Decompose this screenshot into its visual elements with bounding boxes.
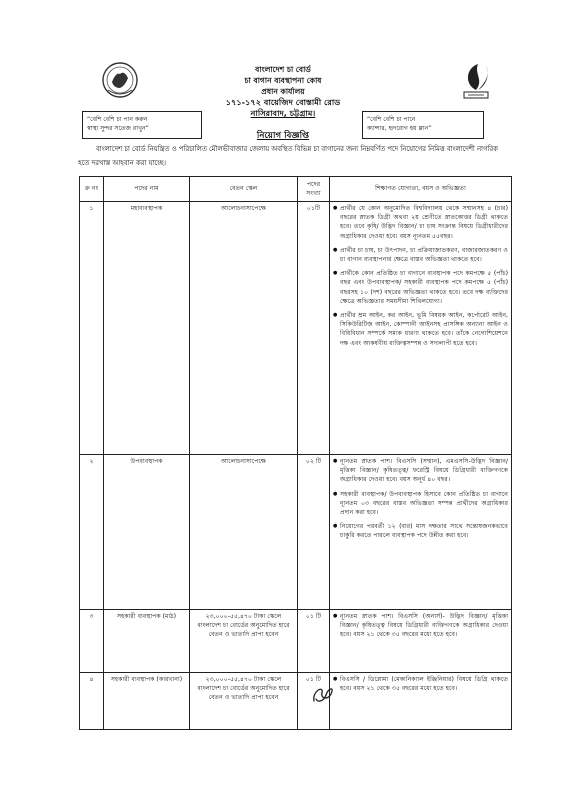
cell-qualification bbox=[330, 455, 512, 610]
slogan-right-line2: ক্যান্সার, হৃদরোগ হয় ম্লান” bbox=[367, 125, 432, 132]
cell-scale: আলোচনাসাপেক্ষে bbox=[190, 202, 298, 455]
qualification-item: ● প্রার্থীর যে কোন অনুমোদিত বিশ্ববিদ্যালয় থেকে সম্মানসহ ৪ (চার) বছরের স্নাতক ডিগ্রী অথবা ২য় শ্রেণীতে স্নাতকোত্তর ডিগ্রী থাকতে হবে। তবে কৃষি/ উদ্ভিদ বিজ্ঞান/ চা চাষ সংক্রান্ত বিষয়ে ডিগ্রীধারীদের অগ্রাধিকার দেওয়া হবে। বয়স ন্যূনতম ৫৫বছর। bbox=[333, 204, 508, 241]
cell-qualification bbox=[330, 673, 512, 730]
notice-title: নিয়োগ বিজ্ঞপ্তি bbox=[256, 131, 310, 141]
table-row bbox=[80, 455, 512, 610]
qualification-item: ● প্রার্থীকে কোন প্রতিষ্ঠিত চা বাগানে ব্যবস্থাপক পদে কমপক্ষে ৫ (পাঁচ) বছর এবং উপব্যবস্থাপক/ সহকারী ব্যবস্থাপক পদে কমপক্ষে ৫ (পাঁচ) বছরসহ ১০ (দশ) বছরের অভিজ্ঞতা থাকতে হবে। তবে দক্ষ ব্যক্তিদের ক্ষেত্রে অভিজ্ঞতার সময়সীমা শিথিলযোগ্য। bbox=[333, 269, 508, 306]
table-row bbox=[80, 673, 512, 730]
cell-post: উপব্যবস্থাপক bbox=[104, 455, 190, 610]
signature-mark bbox=[310, 683, 336, 705]
qualification-item: ● নিয়োগের পরবর্তী ১২ (বার) মাস দক্ষতার সাথে সন্তোষজনকভাবে চাকুরি করতে পারলে ব্যবস্থাপক পদে উন্নীত করা হবে। bbox=[333, 522, 508, 540]
col-header-scale: বেতন স্কেল bbox=[190, 177, 298, 202]
table-header-row bbox=[80, 177, 512, 202]
office-address: ১৭১-১৭২ বায়েজিদ বোস্তামী রোড bbox=[225, 97, 341, 107]
cell-scale: ২৩,০০০-৫৫,৪৭০ টাকা স্কেলে বাংলাদেশ চা বোর্ডের অনুমোদিত হারে বেতন ও ভাতাদি প্রাপ্য হবেন bbox=[190, 610, 298, 673]
cell-post: সহকারী ব্যবস্থাপক (কারখানা) bbox=[104, 673, 190, 730]
qualification-item: ● ন্যূনতম স্নাতক পাশ। বিএসসি (সম্মান), এমএসসি-উদ্ভিদ বিজ্ঞান/ মৃত্তিকা বিজ্ঞান/ কৃষিতত্ত্ব/ ফরেস্ট্রি বিষয়ে ডিগ্রিধারী ব্যক্তিগণকে অগ্রাধিকার দেওয়া হবে। বয়স অনূর্ধ ৪০ বছর। bbox=[333, 457, 508, 485]
tea-board-logo-icon bbox=[456, 60, 496, 102]
col-header-count: পদের সংখ্যা bbox=[298, 177, 330, 202]
qualification-item: ● ন্যূনতম স্নাতক পাশ। বিএসসি (অনার্স)- উদ্ভিদ বিজ্ঞান/ মৃত্তিকা বিজ্ঞান/ কৃষিতত্ত্ব বিষয়ে ডিগ্রিধারী ব্যক্তিগণকে অগ্রাধিকার দেওয়া হবে। বয়স ২১ থেকে ৩৫ বছরের মধ্যে হতে হবে। bbox=[333, 612, 508, 640]
cell-count: ০২ টি bbox=[298, 455, 330, 610]
qualification-item: ● বিএসসি / ডিপ্লোমা (মেকানিক্যাল ইঞ্জিনিয়ার) বিষয়ে ডিগ্রি থাকতে হবে। বয়স ২১ থেকে ৩৫ বছরের মধ্যে হতে হবে। bbox=[333, 675, 508, 693]
qualification-item: ● প্রার্থীর চা চাষ, চা উৎপাদন, চা প্রক্রিয়াজাতকরণ, বাজারজাতকরণ ও চা বাগান ব্যবস্থাপনার ক্ষেত্রে বাস্তব অভিজ্ঞতা থাকতে হবে। bbox=[333, 246, 508, 264]
intro-paragraph: বাংলাদেশ চা বোর্ড নিয়ন্ত্রিত ও পরিচালিত মৌলভীবাজার জেলায় অবস্থিত বিভিন্ন চা বাগানের জন্য নিম্নবর্ণিত পদে নিয়োগের নিমিত্ত বাংলাদেশী নাগরিক হতে দরখাস্ত আহবান করা যাচ্ছে। bbox=[78, 145, 498, 167]
col-header-post: পদের নাম bbox=[104, 177, 190, 202]
table-row bbox=[80, 610, 512, 673]
office-city: নাসিরাবাদ, চট্টগ্রাম। bbox=[250, 108, 316, 118]
cell-count: ০১টি bbox=[298, 202, 330, 455]
cell-serial: ১ bbox=[80, 202, 104, 455]
slogan-right-line1: “বেশি বেশি চা পানে bbox=[367, 116, 416, 123]
qualification-item: ● সহকারী ব্যবস্থাপক/ উপব্যবস্থাপক হিসাবে কোন প্রতিষ্ঠিত চা বাগানে ন্যূনতম ০৩ বছরের বাস্তব অভিজ্ঞতা সম্পন্ন প্রার্থীদের অগ্রাধিকার প্রদান করা হবে। bbox=[333, 490, 508, 518]
cell-count: ০১ টি bbox=[298, 673, 330, 730]
table-row bbox=[80, 202, 512, 455]
cell-scale: আলোচনাসাপেক্ষে bbox=[190, 455, 298, 610]
cell-qualification bbox=[330, 202, 512, 455]
cell-name: চা বাগান ব্যবস্থাপনা কোষ bbox=[244, 76, 322, 85]
slogan-left-line2: স্বাস্থ্য সুন্দর সতেজ রাখুন” bbox=[87, 125, 149, 132]
cell-scale: ২৩,০০০-৫৫,৪৭০ টাকা স্কেলে বাংলাদেশ চা বোর্ডের অনুমোদিত হারে বেতন ও ভাতাদি প্রাপ্য হবেন bbox=[190, 673, 298, 730]
cell-serial: ২ bbox=[80, 455, 104, 610]
slogan-left-line1: “বেশি বেশি চা পান করুন bbox=[87, 116, 148, 123]
col-header-qualification: শিক্ষাগত যোগ্যতা, বয়স ও অভিজ্ঞতা bbox=[330, 177, 512, 202]
cell-count: ০১ টি bbox=[298, 610, 330, 673]
org-name: বাংলাদেশ চা বোর্ড bbox=[255, 65, 311, 74]
cell-serial: ৪ bbox=[80, 673, 104, 730]
cell-serial: ৩ bbox=[80, 610, 104, 673]
job-table bbox=[79, 176, 512, 730]
col-header-serial: ক্র নং bbox=[80, 177, 104, 202]
cell-post: মহাব্যবস্থাপক bbox=[104, 202, 190, 455]
office-name: প্রধান কার্যালয় bbox=[261, 87, 305, 96]
cell-qualification bbox=[330, 610, 512, 673]
qualification-item: ● প্রার্থীর শ্রম আইন, কর আইন, ভূমি বিষয়ক আইন, কর্পোরেট আইন, সিকিউরিটিজ আইন, কোম্পানী আইনসহ প্রাসঙ্গিক অন্যান্য আইন ও বিধিবিধান সম্পর্কে সম্যক ধারণা থাকতে হবে। তাঁকে নেগোশিয়েশনে দক্ষ এবং আকর্ষণীয় ব্যক্তিত্বসম্পন্ন ও সদালাপী হতে হবে। bbox=[333, 311, 508, 348]
government-seal-icon bbox=[98, 60, 142, 100]
cell-post: সহকারী ব্যবস্থাপক (মাঠ) bbox=[104, 610, 190, 673]
